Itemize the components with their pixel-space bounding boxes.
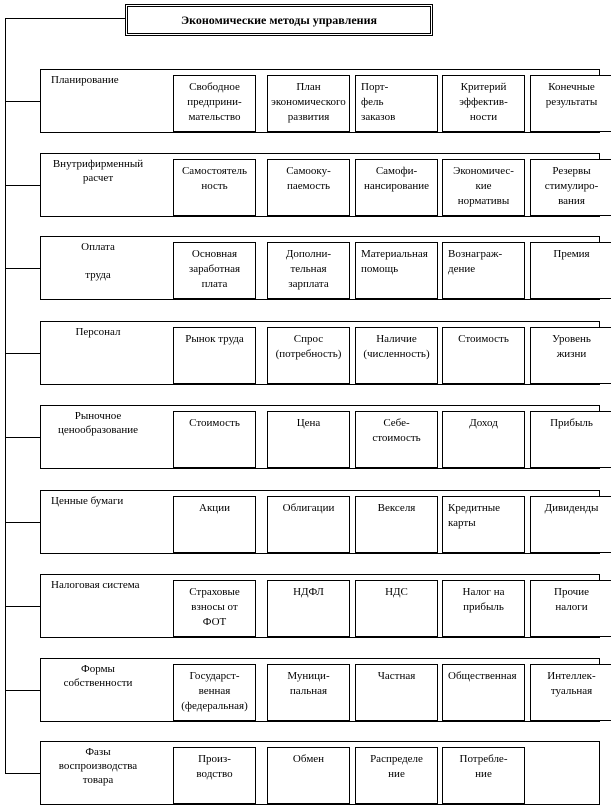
method-item-box: Себе- стоимость — [355, 411, 438, 468]
method-item-box: Кредитные карты — [442, 496, 525, 553]
category-connector — [5, 522, 40, 523]
category-connector — [5, 437, 40, 438]
method-item-box: Дополни- тельная зарплата — [267, 242, 350, 299]
method-item-box: НДФЛ — [267, 580, 350, 637]
title-connector — [5, 18, 125, 19]
method-item-box: Государст- венная (федеральная) — [173, 664, 256, 721]
method-item-box: Критерий эффектив- ности — [442, 75, 525, 132]
category-connector — [5, 185, 40, 186]
method-item-box: Самооку- паемость — [267, 159, 350, 216]
category-label: Планирование — [51, 74, 119, 86]
method-item-box: Доход — [442, 411, 525, 468]
diagram-title-text: Экономические методы управления — [180, 12, 377, 27]
category-connector — [5, 606, 40, 607]
method-item-box: Спрос (потребность) — [267, 327, 350, 384]
method-item-box: Вознаграж- дение — [442, 242, 525, 299]
method-item-box: Стоимость — [442, 327, 525, 384]
method-item-box: Страховые взносы от ФОТ — [173, 580, 256, 637]
method-item-box: Интеллек- туальная — [530, 664, 611, 721]
method-item-box: Порт- фель заказов — [355, 75, 438, 132]
method-item-box: Векселя — [355, 496, 438, 553]
method-item-box: Резервы стимулиро- вания — [530, 159, 611, 216]
method-item-box: Цена — [267, 411, 350, 468]
method-item-box: Свободное предприни- мательство — [173, 75, 256, 132]
category-connector — [5, 101, 40, 102]
category-connector — [5, 773, 40, 774]
method-item-box: Облигации — [267, 496, 350, 553]
method-item-box: Налог на прибыль — [442, 580, 525, 637]
method-item-box: Общественная — [442, 664, 525, 721]
method-item-box: Премия — [530, 242, 611, 299]
method-item-box: Потребле- ние — [442, 747, 525, 804]
method-item-box: Произ- водство — [173, 747, 256, 804]
method-item-box: Стоимость — [173, 411, 256, 468]
category-label: Формы собственности — [63, 663, 133, 689]
method-item-box: Материальная помощь — [355, 242, 438, 299]
method-item-box: Распределе ние — [355, 747, 438, 804]
method-item-box: Прочие налоги — [530, 580, 611, 637]
category-label: Оплата труда — [81, 241, 115, 281]
method-item-box: Муници- пальная — [267, 664, 350, 721]
method-item-box: Уровень жизни — [530, 327, 611, 384]
method-item-box: Конечные результаты — [530, 75, 611, 132]
category-connector — [5, 353, 40, 354]
method-item-box: Экономичес- кие нормативы — [442, 159, 525, 216]
method-item-box: Наличие (численность) — [355, 327, 438, 384]
method-item-box: План экономического развития — [267, 75, 350, 132]
method-item-box: Акции — [173, 496, 256, 553]
category-label: Персонал — [75, 326, 121, 338]
method-item-box: Обмен — [267, 747, 350, 804]
category-label: Ценные бумаги — [51, 495, 124, 507]
category-connector — [5, 690, 40, 691]
method-item-box: Самостоятель ность — [173, 159, 256, 216]
category-label: Внутрифирменный расчет — [52, 158, 144, 184]
method-item-box: Основная заработная плата — [173, 242, 256, 299]
category-connector — [5, 268, 40, 269]
diagram-title — [125, 4, 433, 36]
category-label: Фазы воспроизводства товара — [58, 746, 138, 786]
category-label: Рыночное ценообразование — [57, 410, 138, 436]
method-item-box: НДС — [355, 580, 438, 637]
trunk-line — [5, 18, 6, 774]
method-item-box: Рынок труда — [173, 327, 256, 384]
method-item-box: Прибыль — [530, 411, 611, 468]
method-item-box: Дивиденды — [530, 496, 611, 553]
method-item-box: Самофи- нансирование — [355, 159, 438, 216]
method-item-box: Частная — [355, 664, 438, 721]
category-label: Налоговая система — [51, 579, 140, 591]
